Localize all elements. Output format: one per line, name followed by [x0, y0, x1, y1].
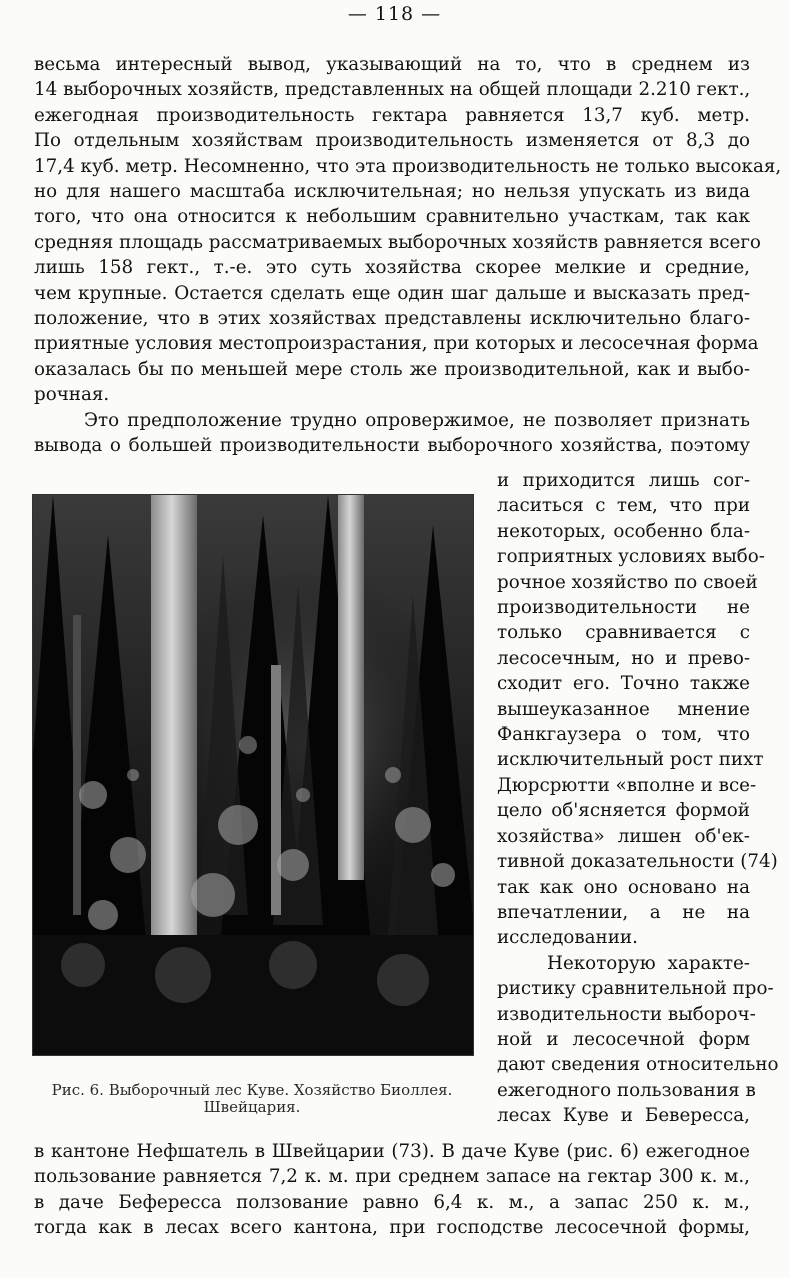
text-line: исключительный рост пихт — [497, 749, 764, 771]
text-line: 14 выборочных хозяйств, представленных на общей площади 2.210 гект., — [34, 79, 751, 101]
text-line: только сравнивается с — [497, 622, 750, 644]
text-line: ной и лесосечной форм — [497, 1028, 750, 1050]
text-line: впечатлении, а не на — [497, 901, 750, 923]
text-line: вывода о большей производительности выборочного хозяйства, поэтому — [34, 435, 750, 457]
text-line: так как оно основано на — [497, 876, 750, 898]
text-line: ежегодная производительность гектара равняется 13,7 куб. метр. — [34, 104, 750, 126]
text-line: тогда как в лесах всего кантона, при господстве лесосечной формы, — [34, 1217, 750, 1239]
text-line: и приходится лишь сог- — [497, 470, 750, 491]
top-text-block — [34, 52, 782, 459]
text-line: рочная. — [34, 384, 110, 406]
text-line: цело об'ясняется формой — [497, 800, 750, 822]
text-line: пользование равняется 7,2 к. м. при среднем запасе на гектар 300 к. м., — [34, 1166, 750, 1188]
text-line: лесах Куве и Бевересса, — [497, 1105, 750, 1127]
text-line: Это предположение трудно опровержимое, не позволяет признать — [84, 409, 750, 431]
forest-photo — [32, 494, 474, 1056]
caption-line: Швейцария. — [203, 1098, 301, 1116]
text-line: ласиться с тем, что при — [497, 495, 750, 517]
caption-line: Рис. 6. Выборочный лес Куве. Хозяйство Биоллея. — [51, 1081, 453, 1099]
text-line: в кантоне Нефшатель в Швейцарии (73). В даче Куве (рис. 6) ежегодное — [34, 1141, 750, 1162]
text-line: лишь 158 гект., т.-е. это суть хозяйства скорее мелкие и средние, — [34, 257, 750, 279]
text-line: тивной доказательности (74) — [497, 851, 778, 873]
text-line: того, что она относится к небольшим сравнительно участкам, так как — [34, 206, 750, 228]
text-line: гоприятных условиях выбо- — [497, 546, 765, 568]
text-line: рочное хозяйство по своей — [497, 571, 758, 593]
right-column-text — [497, 468, 779, 1129]
text-line: лесосечным, но и прево- — [497, 647, 750, 669]
text-line: некоторых, особенно бла- — [497, 520, 750, 542]
text-line: ежегодного пользования в — [497, 1079, 756, 1101]
text-line: средняя площадь рассматриваемых выборочных хозяйств равняется всего — [34, 231, 761, 253]
text-line: Дюрсрютти «вполне и все- — [497, 774, 757, 796]
page-number: — 118 — — [347, 3, 442, 25]
text-line: положение, что в этих хозяйствах представлены исключительно благо- — [34, 308, 750, 330]
text-line: оказалась бы по меньшей мере столь же производительной, как и выбо- — [34, 358, 750, 380]
text-line: приятные условия местопроизрастания, при которых и лесосечная форма — [34, 333, 759, 355]
text-line: Некоторую характе- — [547, 952, 750, 974]
bottom-text-block — [34, 1139, 750, 1241]
text-line: чем крупные. Остается сделать еще один шаг дальше и высказать пред- — [34, 282, 750, 304]
text-line: 17,4 куб. метр. Несомненно, что эта производительность не только высокая, — [34, 155, 782, 177]
text-line: весьма интересный вывод, указывающий на то, что в среднем из — [34, 54, 750, 75]
figure-caption — [32, 1082, 472, 1116]
text-line: сходит его. Точно также — [497, 673, 750, 695]
text-line: дают сведения относительно — [497, 1054, 779, 1076]
text-line: исследовании. — [497, 927, 638, 949]
text-line: вышеуказанное мнение — [497, 698, 750, 720]
text-line: По отдельным хозяйствам производительность изменяется от 8,3 до — [34, 130, 750, 152]
text-line: в даче Бефересса ползование равно 6,4 к. м., а запас 250 к. м., — [34, 1191, 750, 1213]
text-line: производительности не — [497, 597, 750, 619]
text-line: но для нашего масштаба исключительная; но нельзя упускать из вида — [34, 181, 750, 203]
text-line: хозяйства» лишен об'ек- — [497, 825, 750, 847]
text-line: ристику сравнительной про- — [497, 978, 774, 1000]
text-line: Фанкгаузера о том, что — [497, 724, 750, 746]
text-line: изводительности выбороч- — [497, 1003, 756, 1025]
